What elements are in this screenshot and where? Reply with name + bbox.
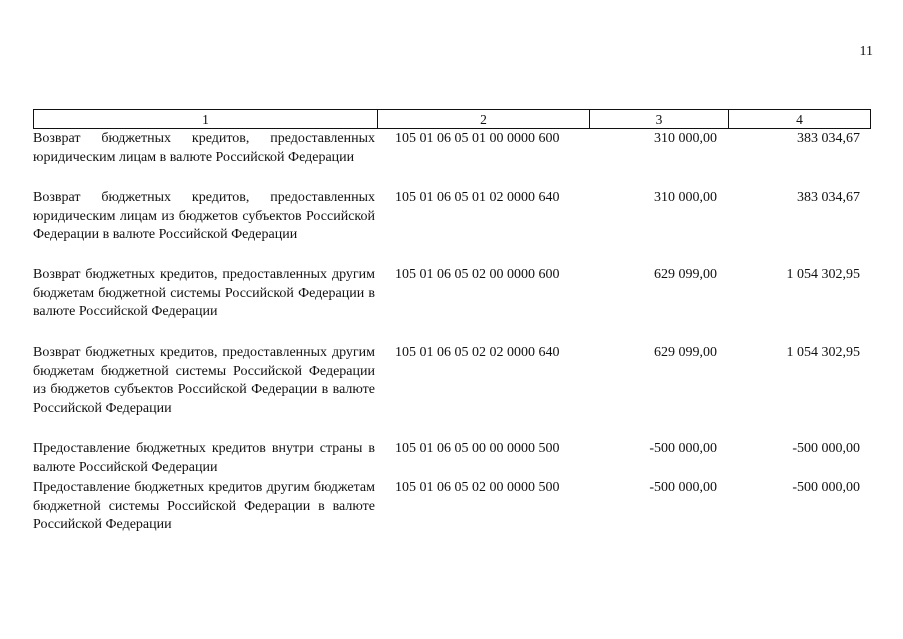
row-value-col4: 1 054 302,95 xyxy=(786,345,860,360)
header-cell-3: 3 xyxy=(589,109,728,129)
row-description: Возврат бюджетных кредитов, предоставленных другим бюджетам бюджетной системы Российской Федерации в валюте Российской Федерации xyxy=(33,267,375,320)
page-number: 11 xyxy=(859,44,873,59)
row-value-col4: 1 054 302,95 xyxy=(786,267,860,282)
row-value-col3: 629 099,00 xyxy=(654,267,717,282)
row-description: Возврат бюджетных кредитов, предоставленных юридическим лицам из бюджетов субъектов Российской Федерации в валюте Российской Федерации xyxy=(33,190,375,243)
row-value-col4: -500 000,00 xyxy=(792,441,860,456)
row-value-col4: 383 034,67 xyxy=(797,131,860,146)
header-cell-4: 4 xyxy=(728,109,871,129)
table-header-row xyxy=(33,109,871,129)
row-budget-code: 105 01 06 05 02 00 0000 600 xyxy=(395,267,560,282)
row-value-col3: 310 000,00 xyxy=(654,190,717,205)
header-cell-1: 1 xyxy=(33,109,377,129)
row-budget-code: 105 01 06 05 02 00 0000 500 xyxy=(395,480,560,495)
row-value-col3: 629 099,00 xyxy=(654,345,717,360)
row-description: Предоставление бюджетных кредитов другим бюджетам бюджетной системы Российской Федерации в валюте Российской Федерации xyxy=(33,480,375,533)
row-value-col4: 383 034,67 xyxy=(797,190,860,205)
row-value-col3: 310 000,00 xyxy=(654,131,717,146)
row-value-col3: -500 000,00 xyxy=(649,441,717,456)
row-description: Предоставление бюджетных кредитов внутри страны в валюте Российской Федерации xyxy=(33,441,375,475)
row-value-col4: -500 000,00 xyxy=(792,480,860,495)
row-budget-code: 105 01 06 05 01 02 0000 640 xyxy=(395,190,560,205)
row-description: Возврат бюджетных кредитов, предоставленных другим бюджетам бюджетной системы Российской Федерации из бюджетов субъектов Российской Федерации в валюте Российской Федерации xyxy=(33,345,375,416)
row-budget-code: 105 01 06 05 02 02 0000 640 xyxy=(395,345,560,360)
row-budget-code: 105 01 06 05 00 00 0000 500 xyxy=(395,441,560,456)
header-cell-2: 2 xyxy=(377,109,589,129)
row-description: Возврат бюджетных кредитов, предоставленных юридическим лицам в валюте Российской Федерации xyxy=(33,131,375,165)
row-value-col3: -500 000,00 xyxy=(649,480,717,495)
row-budget-code: 105 01 06 05 01 00 0000 600 xyxy=(395,131,560,146)
